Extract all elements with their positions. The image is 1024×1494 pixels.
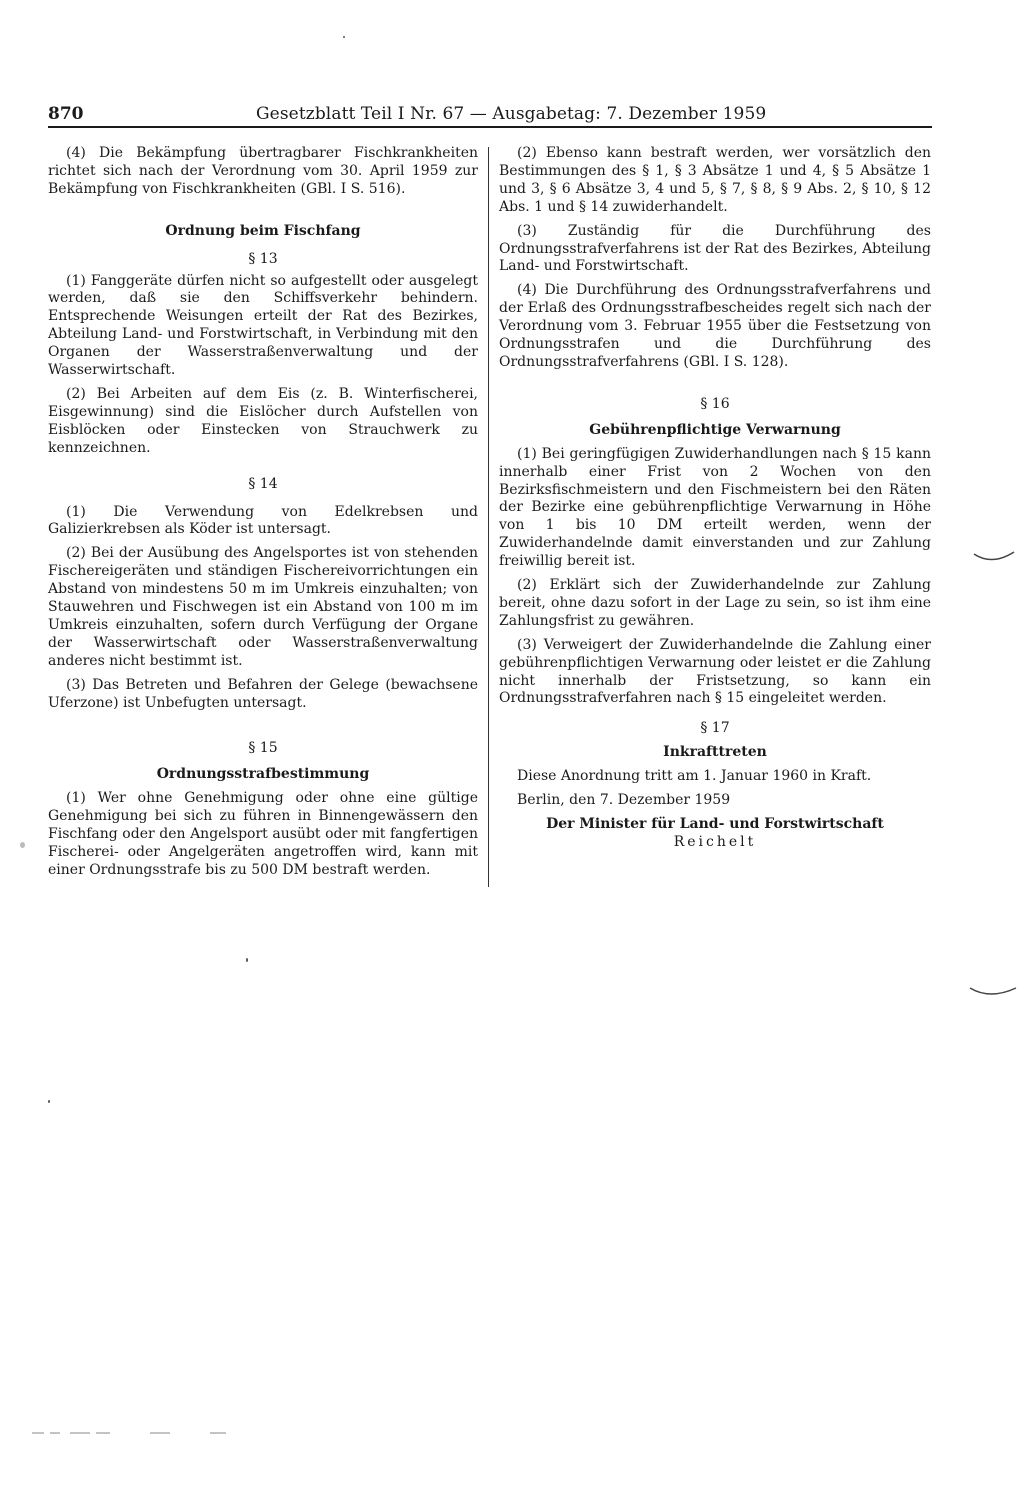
header-rule: [48, 126, 932, 128]
heading-gebuehrenpflichtige-verwarnung: Gebührenpflichtige Verwarnung: [589, 421, 841, 438]
right-column: [499, 145, 931, 852]
section-17-text: Diese Anordnung tritt am 1. Januar 1960 in Kraft.: [517, 768, 872, 785]
heading-inkrafttreten: Inkrafttreten: [663, 744, 767, 761]
section-15-paragraph-1: (1) Wer ohne Genehmigung oder ohne eine gültige Genehmigung bei sich zu führen in Binnengewässern den Fischfang oder den Angelsport ausübt oder mit fangfertigen Fischerei- oder Angelgeräten angetroffen wird, kann mit einer Ordnungsstrafe bis zu 500 DM bestraft werden.: [48, 790, 478, 878]
section-16-number: § 16: [700, 395, 730, 412]
scan-speck: [343, 36, 345, 38]
section-16-paragraph-3: (3) Verweigert der Zuwiderhandelnde die Zahlung einer gebührenpflichtigen Verwarnung oder leistet er die Zahlung nicht innerhalb der Fristsetzung, so kann ein Ordnungsstrafverfahren nach § 15 eingeleitet werden.: [499, 636, 931, 707]
section-14-number: § 14: [248, 475, 278, 492]
minister-title: Der Minister für Land- und Forstwirtschaft: [546, 816, 884, 832]
heading-ordnung-beim-fischfang: Ordnung beim Fischfang: [165, 222, 361, 239]
scan-speck: [246, 958, 248, 962]
minister-signature: Reichelt: [673, 833, 757, 850]
heading-ordnungsstrafbestimmung: Ordnungsstrafbestimmung: [156, 766, 370, 783]
section-16-paragraph-2: (2) Erklärt sich der Zuwiderhandelnde zur Zahlung bereit, ohne dazu sofort in der Lage zu sein, so ist ihm eine Zahlungsfrist zu gewähren.: [499, 577, 931, 629]
section-17-number: § 17: [700, 720, 730, 737]
margin-mark: [972, 548, 1018, 568]
left-column: [48, 145, 478, 886]
margin-mark: [968, 982, 1020, 1002]
gazette-title: Gesetzblatt Teil I Nr. 67 — Ausgabetag: 7. Dezember 1959: [256, 104, 767, 124]
section-16-paragraph-1: (1) Bei geringfügigen Zuwiderhandlungen nach § 15 kann innerhalb einer Frist von 2 Wochen von den Bezirksfischmeistern und den Fischmeistern bei den Räten der Bezirke eine gebührenpflichtige Verwarnung in Höhe von 1 bis 10 DM erteilt werden, wenn der Zuwiderhandelnde damit einverstanden und zur Zahlung freiwillig bereit ist.: [499, 445, 931, 570]
place-and-date: Berlin, den 7. Dezember 1959: [517, 792, 731, 809]
scan-speck: [20, 842, 25, 848]
section-14-paragraph-1: (1) Die Verwendung von Edelkrebsen und Galizierkrebsen als Köder ist untersagt.: [48, 503, 478, 538]
section-13-paragraph-2: (2) Bei Arbeiten auf dem Eis (z. B. Winterfischerei, Eisgewinnung) sind die Eislöcher durch Aufstellen von Eisblöcken oder Einstecken von Strauchwerk zu kennzeichnen.: [48, 385, 478, 456]
section-13-paragraph-1: (1) Fanggeräte dürfen nicht so aufgestellt oder ausgelegt werden, daß sie den Schiffsverkehr behindern. Entsprechende Weisungen erteilt der Rat des Bezirkes, Abteilung Land- und Forstwirtschaft, in Verbindung mit den Organen der Wasserstraßenverwaltung und der Wasserwirtschaft.: [48, 272, 478, 379]
scan-edge-marks: [30, 1428, 230, 1438]
section-15-number: § 15: [248, 740, 278, 757]
paragraph-4-fischkrankheiten: (4) Die Bekämpfung übertragbarer Fischkrankheiten richtet sich nach der Verordnung vom 30. April 1959 zur Bekämpfung von Fischkrankheiten (GBl. I S. 516).: [48, 145, 478, 197]
page-header: [48, 100, 932, 128]
scan-speck: [48, 1100, 50, 1103]
page-number: 870: [48, 104, 84, 124]
section-14-paragraph-3: (3) Das Betreten und Befahren der Gelege (bewachsene Uferzone) ist Unbefugten untersagt.: [48, 676, 478, 711]
section-15-paragraph-4: (4) Die Durchführung des Ordnungsstrafverfahrens und der Erlaß des Ordnungsstrafbescheides regelt sich nach der Verordnung vom 3. Februar 1955 über die Festsetzung von Ordnungsstrafen und die Durchführung des Ordnungsstrafverfahrens (GBl. I S. 128).: [499, 282, 931, 370]
column-divider: [488, 147, 489, 887]
section-15-paragraph-3: (3) Zuständig für die Durchführung des Ordnungsstrafverfahrens ist der Rat des Bezirkes, Abteilung Land- und Forstwirtschaft.: [499, 222, 931, 275]
section-13-number: § 13: [248, 250, 278, 267]
section-14-paragraph-2: (2) Bei der Ausübung des Angelsportes ist von stehenden Fischereigeräten und ständigen Fischereivorrichtungen ein Abstand von mindestens 50 m im Umkreis einzuhalten; von Stauwehren und Fischwegen ist ein Abstand von 100 m im Umkreis einzuhalten, sofern durch Verfügung der Organe der Wasserwirtschaft oder Wasserstraßenverwaltung anderes nicht bestimmt ist.: [48, 545, 478, 669]
section-15-paragraph-2: (2) Ebenso kann bestraft werden, wer vorsätzlich den Bestimmungen des § 1, § 3 Absätze 1 und 4, § 5 Absätze 1 und 3, § 6 Absätze 3, 4 und 5, § 7, § 8, § 9 Abs. 2, § 10, § 12 Abs. 1 und § 14 zuwiderhandelt.: [499, 145, 931, 215]
